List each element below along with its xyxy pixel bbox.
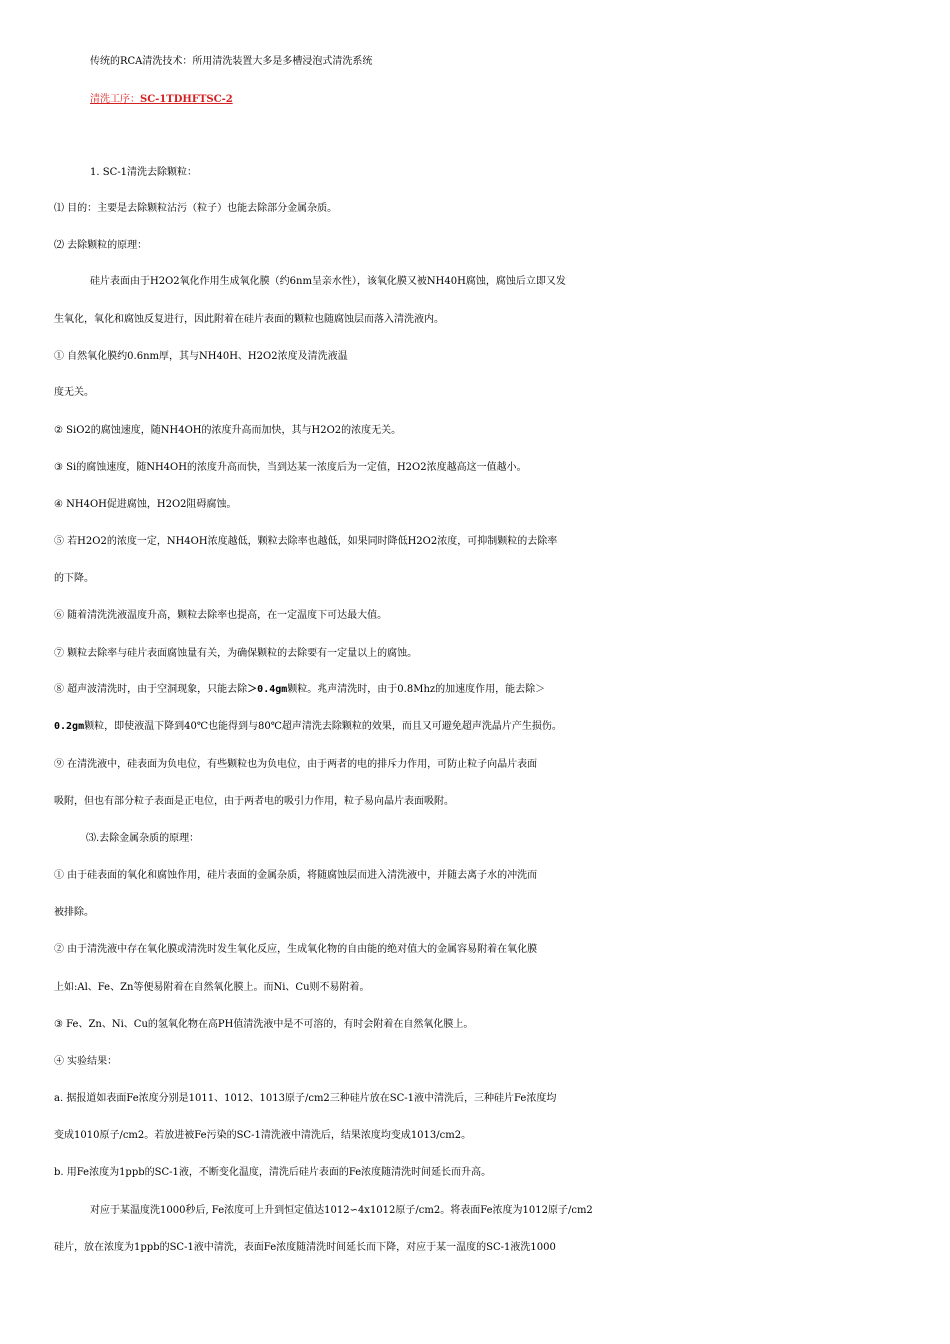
principle-heading: ⑵ 去除颗粒的原理： xyxy=(54,240,148,251)
list-item-cont: 上如:Al、Fe、Zn等便易附着在自然氧化膜上。而Ni、Cu则不易附着。 xyxy=(54,982,370,993)
list-item: ④ NH4OH促进腐蚀，H2O2阻碍腐蚀。 xyxy=(54,499,237,510)
list-item-cont: 被排除。 xyxy=(54,907,94,918)
text-run-bold: ＞0.4gm xyxy=(247,684,288,695)
section-heading: 1. SC-1清洗去除颗粒： xyxy=(90,167,197,178)
list-item-cont: 变成1010原子/cm2。若放进被Fe污染的SC-1清洗液中清洗后，结果浓度均变成1013/cm2。 xyxy=(54,1130,472,1141)
list-item-cont: 度无关。 xyxy=(54,387,94,398)
paragraph-line: 生氧化，氧化和腐蚀反复进行，因此附着在硅片表面的颗粒也随腐蚀层而落入清洗液内。 xyxy=(54,314,444,325)
list-item: a. 据报道如表面Fe浓度分别是1011、1012、1013原子/cm2三种硅片放在SC-1液中清洗后，三种硅片Fe浓度均 xyxy=(54,1093,557,1104)
process-value: SC-1TDHFTSC-2 xyxy=(140,94,233,105)
list-item-cont: 吸附，但也有部分粒子表面是正电位，由于两者电的吸引力作用，粒子易向晶片表面吸附。 xyxy=(54,796,454,807)
purpose-line: ⑴ 目的：主要是去除颗粒沾污（粒子）也能去除部分金属杂质。 xyxy=(54,203,338,214)
list-item: ③ Fe、Zn、Ni、Cu的氢氧化物在高PH值清洗液中是不可溶的，有时会附着在自然氧化膜上。 xyxy=(54,1019,474,1030)
paragraph-line: 对应于某温度洗1000秒后, Fe浓度可上升到恒定值达1012∽4x1012原子/cm2。将表面Fe浓度为1012原子/cm2 xyxy=(90,1205,593,1216)
metal-heading: ⑶.去除金属杂质的原理： xyxy=(86,833,200,844)
list-item: ② SiO2的腐蚀速度，随NH4OH的浓度升高而加快，其与H2O2的浓度无关。 xyxy=(54,425,402,436)
process-line xyxy=(90,90,950,110)
intro-line: 传统的RCA清洗技术：所用清洗装置大多是多槽浸泡式清洗系统 xyxy=(90,56,373,67)
list-item: ⑨ 在清洗液中，硅表面为负电位，有些颗粒也为负电位，由于两者的电的排斥力作用，可防止粒子向晶片表面 xyxy=(54,759,538,770)
list-item-ultrasonic-cont xyxy=(54,717,914,737)
text-run: ⑧ 超声波清洗时，由于空洞现象，只能去除 xyxy=(54,684,248,695)
list-item: ⑤ 若H2O2的浓度一定，NH4OH浓度越低，颗粒去除率也越低，如果同时降低H2O2浓度，可抑制颗粒的去除率 xyxy=(54,536,558,547)
text-run-bold: 0.2gm xyxy=(54,721,85,732)
list-item: b. 用Fe浓度为1ppb的SC-1液，不断变化温度，清洗后硅片表面的Fe浓度随清洗时间延长而升高。 xyxy=(54,1167,492,1178)
paragraph-line: 硅片表面由于H2O2氧化作用生成氧化膜（约6nm呈亲水性），该氧化膜又被NH40H腐蚀，腐蚀后立即又发 xyxy=(90,276,566,287)
list-item-cont: 的下降。 xyxy=(54,573,94,584)
text-run: 颗粒，即使液温下降到40℃也能得到与80℃超声清洗去除颗粒的效果，而且又可避免超声洗晶片产生损伤。 xyxy=(84,721,562,732)
process-label: 清洗工序： xyxy=(90,94,140,105)
list-item: ⑥ 随着清洗洗液温度升高，颗粒去除率也提高，在一定温度下可达最大值。 xyxy=(54,610,388,621)
list-item: ② 由于清洗液中存在氧化膜或清洗时发生氧化反应，生成氧化物的自由能的绝对值大的金属容易附着在氧化膜 xyxy=(54,944,538,955)
list-item: ① 自然氧化膜约0.6nm厚，其与NH40H、H2O2浓度及清洗液温 xyxy=(54,351,348,362)
paragraph-line: 硅片，放在浓度为1ppb的SC-1液中清洗，表面Fe浓度随清洗时间延长而下降，对应于某一温度的SC-1液洗1000 xyxy=(54,1242,556,1253)
text-run: 颗粒。兆声清洗时，由于0.8Mhz的加速度作用，能去除＞ xyxy=(287,684,546,695)
list-item: ③ Si的腐蚀速度，随NH4OH的浓度升高而快，当到达某一浓度后为一定值，H2O2浓度越高这一值越小。 xyxy=(54,462,527,473)
list-item: ① 由于硅表面的氧化和腐蚀作用，硅片表面的金属杂质，将随腐蚀层而进入清洗液中，并随去离子水的冲洗而 xyxy=(54,870,538,881)
list-item: ④ 实验结果： xyxy=(54,1056,118,1067)
list-item: ⑦ 颗粒去除率与硅片表面腐蚀量有关，为确保颗粒的去除要有一定量以上的腐蚀。 xyxy=(54,648,418,659)
list-item-ultrasonic xyxy=(54,680,914,700)
